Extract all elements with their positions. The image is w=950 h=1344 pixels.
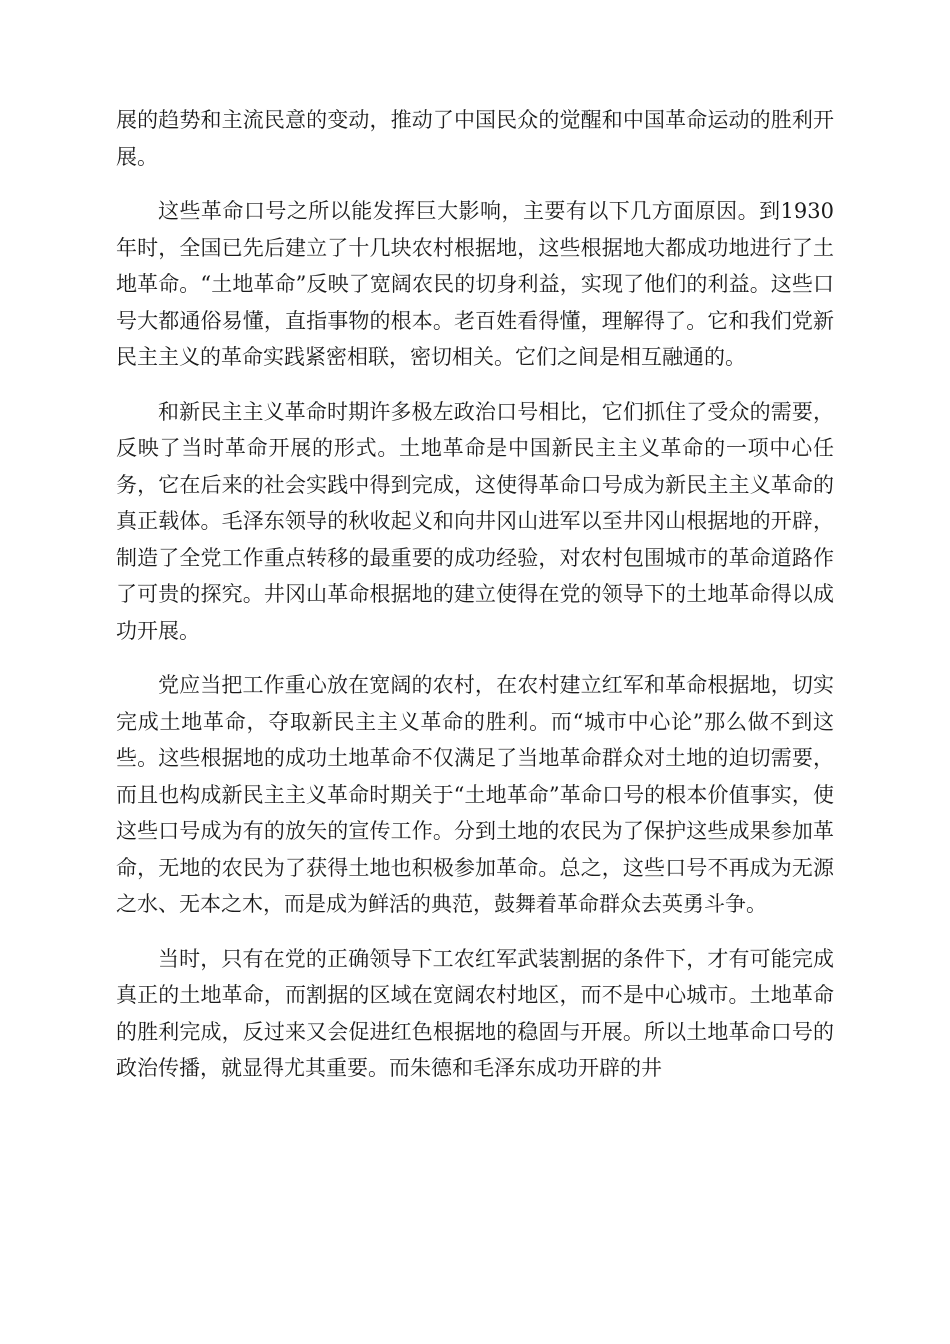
paragraph-2: 这些革命口号之所以能发挥巨大影响，主要有以下几方面原因。到1930年时，全国已先后建立了十几块农村根据地，这些根据地大都成功地进行了土地革命。“土地革命”反映了宽阔农民的切身利益，实现了他们的利益。这些口号大都通俗易懂，直指事物的根本。老百姓看得懂，理解得了。它和我们党新民主主义的革命实践紧密相联，密切相关。它们之间是相互融通的。 [116,199,834,369]
paragraph-4: 党应当把工作重心放在宽阔的农村，在农村建立红军和革命根据地，切实完成土地革命，夺取新民主主义革命的胜利。而“城市中心论”那么做不到这些。这些根据地的成功土地革命不仅满足了当地革命群众对土地的迫切需要，而且也构成新民主主义革命时期关于“土地革命”革命口号的根本价值事实，使这些口号成为有的放矢的宣传工作。分到土地的农民为了保护这些成果参加革命，无地的农民为了获得土地也积极参加革命。总之，这些口号不再成为无源之水、无本之木，而是成为鲜活的典范，鼓舞着革命群众去英勇斗争。 [116,673,834,916]
body-text [116,102,834,1105]
paragraph-3: 和新民主主义革命时期许多极左政治口号相比，它们抓住了受众的需要，反映了当时革命开展的形式。土地革命是中国新民主主义革命的一项中心任务，它在后来的社会实践中得到完成，这使得革命口号成为新民主主义革命的真正载体。毛泽东领导的秋收起义和向井冈山进军以至井冈山根据地的开辟，制造了全党工作重点转移的最重要的成功经验，对农村包围城市的革命道路作了可贵的探究。井冈山革命根据地的建立使得在党的领导下的土地革命得以成功开展。 [116,399,834,643]
paragraph-1: 展的趋势和主流民意的变动，推动了中国民众的觉醒和中国革命运动的胜利开展。 [116,108,834,169]
paragraph-5: 当时，只有在党的正确领导下工农红军武装割据的条件下，才有可能完成真正的土地革命，而割据的区域在宽阔农村地区，而不是中心城市。土地革命的胜利完成，反过来又会促进红色根据地的稳固与开展。所以土地革命口号的政治传播，就显得尤其重要。而朱德和毛泽东成功开辟的井 [116,946,834,1080]
